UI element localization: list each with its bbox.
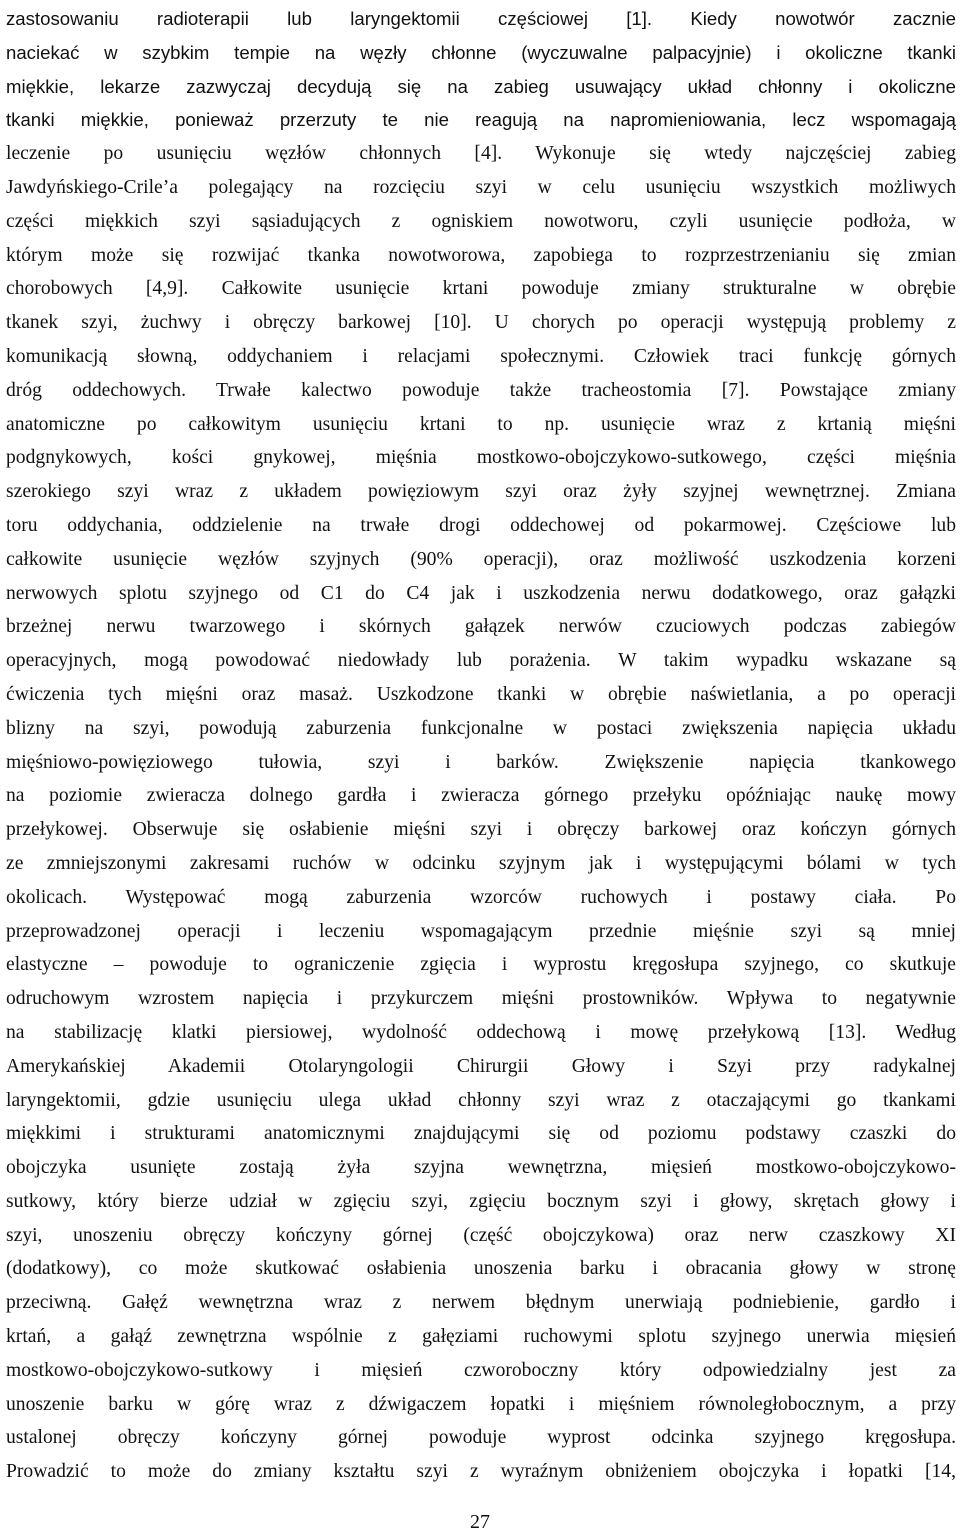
text-line: laryngektomii, gdzie usunięciu ulega układ chłonny szyi wraz z otaczającymi go tkankami — [6, 1089, 956, 1111]
text-line: miękkie, lekarze zazwyczaj decydują się na zabieg usuwający układ chłonny i okoliczne — [6, 75, 956, 97]
text-line: szerokiego szyi wraz z układem powięziowym szyi oraz żyły szyjnej wewnętrznej. Zmiana — [6, 481, 956, 503]
text-line: obojczyka usunięte zostają żyła szyjna wewnętrzna, mięsień mostkowo-obojczykowo- — [6, 1157, 956, 1179]
text-line: anatomiczne po całkowitym usunięciu krtani to np. usunięcie wraz z krtanią mięśni — [6, 413, 956, 435]
text-line: dróg oddechowych. Trwałe kalectwo powoduje także tracheostomia [7]. Powstające zmiany — [6, 379, 956, 401]
body-text — [6, 2, 956, 1489]
text-line: operacyjnych, mogą powodować niedowłady lub porażenia. W takim wypadku wskazane są — [6, 650, 956, 672]
text-line: krtań, a gałąź zewnętrzna wspólnie z gałęziami ruchowymi splotu szyjnego unerwia mięsień — [6, 1326, 956, 1348]
text-line: którym może się rozwijać tkanka nowotworowa, zapobiega to rozprzestrzenianiu się zmian — [6, 244, 956, 266]
text-line: przeprowadzonej operacji i leczeniu wspomagającym przednie mięśnie szyi są mniej — [6, 920, 956, 942]
text-line: przeciwną. Gałęź wewnętrzna wraz z nerwem błędnym unerwiają podniebienie, gardło i — [6, 1292, 956, 1314]
text-line: chorobowych [4,9]. Całkowite usunięcie krtani powoduje zmiany strukturalne w obrębie — [6, 278, 956, 300]
text-line: na poziomie zwieracza dolnego gardła i zwieracza górnego przełyku opóźniając naukę mowy — [6, 785, 956, 807]
text-line: leczenie po usunięciu węzłów chłonnych [4]. Wykonuje się wtedy najczęściej zabieg — [6, 143, 956, 165]
text-line: okolicach. Występować mogą zaburzenia wzorców ruchowych i postawy ciała. Po — [6, 886, 956, 908]
text-line: blizny na szyi, powodują zaburzenia funkcjonalne w postaci zwiększenia napięcia układu — [6, 717, 956, 739]
text-line: całkowite usunięcie węzłów szyjnych (90% operacji), oraz możliwość uszkodzenia korzeni — [6, 548, 956, 570]
text-line: elastyczne – powoduje to ograniczenie zgięcia i wyprostu kręgosłupa szyjnego, co skutkuje — [6, 954, 956, 976]
text-line: tkanek szyi, żuchwy i obręczy barkowej [10]. U chorych po operacji występują problemy z — [6, 312, 956, 334]
text-line: części miękkich szyi sąsiadujących z ogniskiem nowotworu, czyli usunięcie podłoża, w — [6, 210, 956, 232]
text-line: (dodatkowy), co może skutkować osłabienia unoszenia barku i obracania głowy w stronę — [6, 1258, 956, 1280]
text-line: sutkowy, który bierze udział w zgięciu szyi, zgięciu bocznym szyi i głowy, skrętach głowy i — [6, 1190, 956, 1212]
text-line: tkanki miękkie, ponieważ przerzuty te nie reagują na napromieniowania, lecz wspomagają — [6, 109, 956, 131]
text-line: nerwowych splotu szyjnego od C1 do C4 jak i uszkodzenia nerwu dodatkowego, oraz gałązki — [6, 582, 956, 604]
text-line: mostkowo-obojczykowo-sutkowy i mięsień czworoboczny który odpowiedzialny jest za — [6, 1359, 956, 1381]
text-line: unoszenie barku w górę wraz z dźwigaczem łopatki i mięśniem równoległobocznym, a przy — [6, 1393, 956, 1415]
text-line: na stabilizację klatki piersiowej, wydolność oddechową i mowę przełykową [13]. Według — [6, 1021, 956, 1043]
text-line: Prowadzić to może do zmiany kształtu szyi z wyraźnym obniżeniem obojczyka i łopatki [14, — [6, 1461, 956, 1483]
text-line: ustalonej obręczy kończyny górnej powoduje wyprost odcinka szyjnego kręgosłupa. — [6, 1427, 956, 1449]
text-line: ćwiczenia tych mięśni oraz masaż. Uszkodzone tkanki w obrębie naświetlania, a po operacji — [6, 683, 956, 705]
text-line: miękkimi i strukturami anatomicznymi znajdującymi się od poziomu podstawy czaszki do — [6, 1123, 956, 1145]
text-line: brzeżnej nerwu twarzowego i skórnych gałązek nerwów czuciowych podczas zabiegów — [6, 616, 956, 638]
text-line: mięśniowo-powięziowego tułowia, szyi i barków. Zwiększenie napięcia tkankowego — [6, 751, 956, 773]
text-line: odruchowym wzrostem napięcia i przykurczem mięśni prostowników. Wpływa to negatywnie — [6, 988, 956, 1010]
text-line: naciekać w szybkim tempie na węzły chłonne (wyczuwalne palpacyjnie) i okoliczne tkanki — [6, 41, 956, 63]
text-line: ze zmniejszonymi zakresami ruchów w odcinku szyjnym jak i występującymi bólami w tych — [6, 852, 956, 874]
page-number: 27 — [470, 1511, 490, 1533]
text-line: toru oddychania, oddzielenie na trwałe drogi oddechowej od pokarmowej. Częściowe lub — [6, 514, 956, 536]
text-line: zastosowaniu radioterapii lub laryngektomii częściowej [1]. Kiedy nowotwór zacznie — [6, 8, 956, 29]
text-line: podgnykowych, kości gnykowej, mięśnia mostkowo-obojczykowo-sutkowego, części mięśnia — [6, 447, 956, 469]
text-line: Jawdyńskiego-Crile’a polegający na rozcięciu szyi w celu usunięciu wszystkich możliwych — [6, 176, 956, 198]
text-line: komunikacją słowną, oddychaniem i relacjami społecznymi. Człowiek traci funkcję górnych — [6, 345, 956, 367]
text-line: przełykowej. Obserwuje się osłabienie mięśni szyi i obręczy barkowej oraz kończyn górnych — [6, 819, 956, 841]
text-line: szyi, unoszeniu obręczy kończyny górnej (część obojczykowa) oraz nerw czaszkowy XI — [6, 1224, 956, 1246]
text-line: Amerykańskiej Akademii Otolaryngologii Chirurgii Głowy i Szyi przy radykalnej — [6, 1055, 956, 1077]
